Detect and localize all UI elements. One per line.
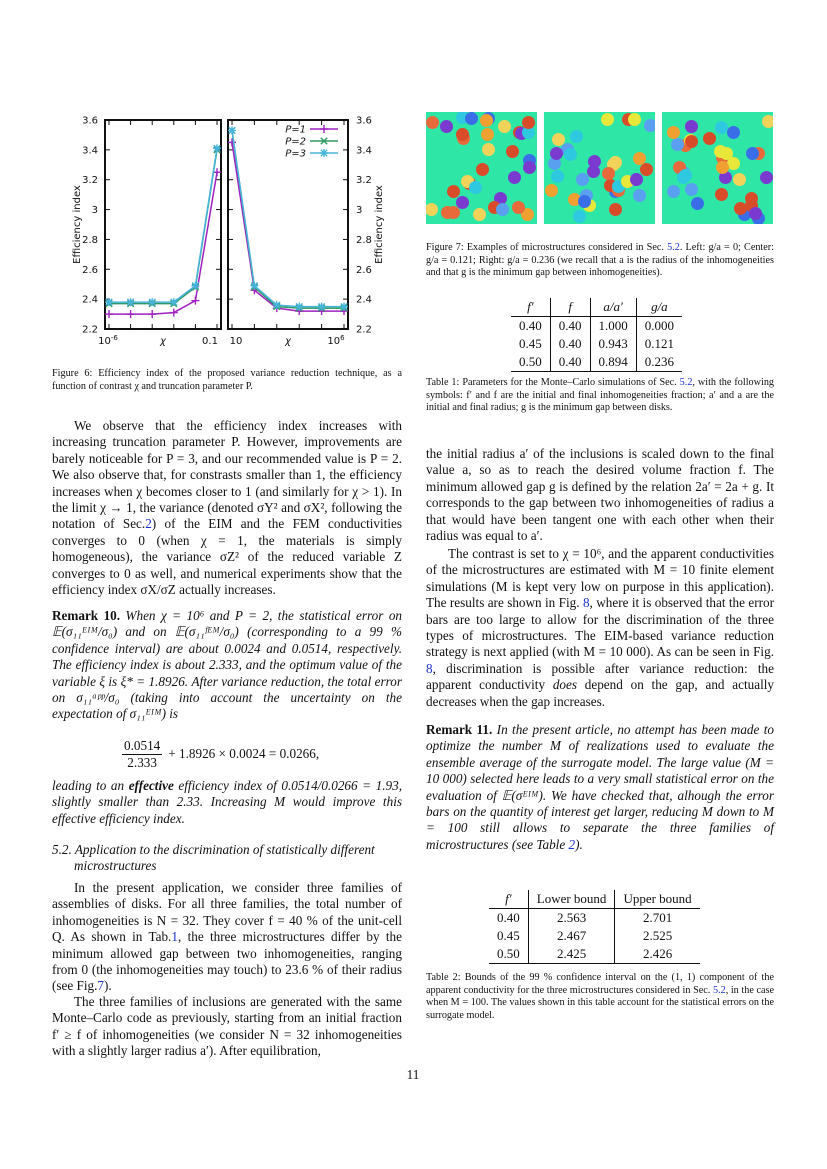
data-point [170,309,178,317]
left-para-families: In the present application, we consider three families of assemblies of disks. For all three families, the total number of inhomogeneities is N = 32. They cover f = 40 % of the unit-cell Q. As shown in Tab.1, the three microstructures differ by the minimum allowed gap between two inhomogeneities, ranging from 0 (the inhomogeneities may touch) to 23.6 % of their radius (see Fig.7). [52,880,402,994]
table-cell: 0.000 [644,318,674,333]
figure6-caption-text: Figure 6: Efficiency index of the proposed variance reduction technique, as a function of contrast χ and truncation parameter P. [52,368,402,392]
inclusion-disk [426,203,438,216]
table-row [511,335,682,353]
inclusion-disk [522,116,535,129]
table-cell: 2.525 [642,928,673,943]
table-cell: 0.40 [489,909,528,928]
legend-label: P=1 [285,124,306,136]
inclusion-disk [601,113,614,126]
equation-rest: + 1.8926 × 0.0024 = 0.0266, [168,745,320,761]
table-row [489,909,700,928]
inclusion-disk [715,121,728,134]
inclusion-disk [440,120,453,133]
data-point [170,298,178,306]
data-point [295,303,303,311]
y-axis-label-left: Efficiency index [72,185,83,264]
table-cell: 0.50 [489,945,528,964]
fig-ref-link[interactable]: 8 [582,595,590,611]
remark-10-conclusion: leading to an effective efficiency index of 0.0514/0.0266 = 1.93, slightly smaller than 2.33. Increasing M would improve this effective efficiency index. [52,778,402,826]
table-header-cell: f′ [489,890,528,909]
inclusion-disk [465,112,478,125]
table-row [511,353,682,372]
sec-ref-link[interactable]: 5.2 [679,377,693,388]
inclusion-disk [473,208,486,221]
inclusion-disk [716,161,729,174]
inclusion-disk [609,203,622,216]
y-tick-label-left: 3.4 [82,145,98,157]
inclusion-disk [469,181,482,194]
table-ref-link[interactable]: 2 [568,836,576,852]
table-header-cell: Lower bound [528,890,615,909]
table-cell: 0.40 [550,353,590,372]
inclusion-disk [667,185,680,198]
table-cell: 2.563 [528,909,615,928]
inclusion-disk [506,145,519,158]
table-cell: 0.50 [511,353,550,372]
data-point [148,298,156,306]
inclusion-disk [512,201,525,214]
data-point [105,310,113,318]
microstructure-center [544,112,655,224]
left-para-generation: The three families of inclusions are generated with the same Monte–Carlo code as previously, starting from an initial fraction f′ ≥ f of inhomogeneities (we consider N = 32 inhomogeneities with a slightly larger radius a′). After equilibration, [52,994,402,1059]
data-point [191,297,199,305]
table-cell: 0.40 [550,335,590,353]
fig-ref-link[interactable]: 8 [426,660,433,676]
legend-label: P=2 [285,136,306,148]
table2-caption: Table 2: Bounds of the 99 % confidence interval on the (1, 1) component of the apparent conductivity for the three microstructures considered in Sec. 5.2, in the case when M = 100. The values shown in this table account for the statistical errors on the surrogate model. [426,972,774,1021]
inclusion-disk [714,145,727,158]
inclusion-disk [447,185,460,198]
x-tick-label: $10^{-6}$ [98,334,118,347]
inclusion-disk [573,210,586,223]
plot-frame-left [105,120,221,329]
remark-10-text: When χ = 10⁶ and P = 2, the statistical error on 𝔼(σ₁₁ᴱᴵᴹ/σ₀) and on 𝔼(σ₁₁ᶠᴱᴹ/σ₀) (corresponding to a 99 % confidence interval) are about 0.0024 and 0.0514, respectively. The efficiency index is about 2.333, and the optimum value of the variable ξ is ξ* = 1.8926. After variance reduction, the total error on σ₁₁ᵃᵖᵖ/σ₀ (taking into account the uncertainty on the expectation of σ₁₁ᴱᴵᴹ) is [52,608,403,722]
data-point [340,303,348,311]
data-point [228,126,236,134]
remark-11: Remark 11. In the present article, no attempt has been made to optimize the number M of realizations used to evaluate the ensemble average of the surrogate model. The large value (M = 10 000) selected here leads to a very small statistical error on the evaluation of 𝔼(σᴱᴵᴹ). We have checked that, alhough the error bars on the quantity of interest get larger, reducing M down to M = 100 still allows to separate the three families of microstructures (see Table 2). [426,722,775,852]
y-tick-label-left: 2.6 [82,264,98,276]
inclusion-disk [679,169,692,182]
table-cell: 0.40 [550,317,590,336]
data-point [320,149,328,157]
inclusion-disk [602,167,615,180]
inclusion-disk [545,184,558,197]
table-cell: 0.943 [590,335,636,353]
inclusion-disk [570,130,583,143]
series-line-P=1 [232,142,344,311]
inclusion-disk [564,148,577,161]
inclusion-disk [727,126,740,139]
y-tick-label-right: 3 [356,205,363,217]
series-line-P=2 [109,150,217,304]
y-tick-label-right: 3.4 [356,145,372,157]
series-line-P=1 [109,172,217,314]
page-number: 11 [406,1067,420,1082]
data-point [127,298,135,306]
x-tick-label: 0.1 [202,336,218,347]
right-para-contrast: The contrast is set to χ = 10⁶, and the apparent conductivities of the microstructures are estimated with M = 10 finite element simulations (M is kept very low on purpose in this application). The results are shown in Fig. 8, where it is observed that the error bars are too large to allow for the discrimination of the three types of microstructures. The EIM-based variance reduction strategy is next applied (with M = 10 000). As can be seen in Fig. 8, discrimination is possible after variance reduction: the apparent conductivity does depend on the gap, and actually decreases when the gap increases. [426,546,775,709]
y-tick-label-left: 2.2 [82,324,98,336]
inclusion-disk [628,113,641,126]
y-tick-label-right: 2.8 [356,234,372,246]
x-tick-label: 10 [229,336,243,347]
table-cell: 0.236 [644,354,674,369]
figure7-caption: Figure 7: Examples of microstructures considered in Sec. 5.2. Left: g/a = 0; Center: g/a = 0.121; Right: g/a = 0.236 (we recall that a is the radius of the inhomogeneities and that g is the minimum gap between inhomogeneities). [426,242,775,279]
table-cell: 1.000 [590,317,636,336]
table-cell: 2.426 [642,946,673,961]
table-row [489,945,700,964]
table-cell: 0.45 [489,927,528,945]
equation-fraction: $\frac{0.0514}{2.333}$ [124,738,161,771]
inclusion-disk [671,138,684,151]
y-tick-label-right: 3.2 [356,175,372,187]
data-point [191,282,199,290]
inclusion-disk [496,203,509,216]
y-axis-label-right: Efficiency index [374,185,385,264]
y-tick-label-right: 2.4 [356,294,372,306]
series-line-P=3 [109,148,217,302]
inclusion-disk [630,173,643,186]
inclusion-disk [482,143,495,156]
inclusion-disk [578,195,591,208]
data-point [318,303,326,311]
inclusion-disk [746,147,759,160]
left-para-efficiency: We observe that the efficiency index increases with increasing truncation parameter P. However, improvements are barely noticeable for P = 3, and our recommended value is P = 2. We also observe that, for constrasts smaller than 1, the efficiency increases when χ becomes closer to 1 (and similarly for χ > 1). In the limit χ → 1, the variance (denoted σY² and σX², following the notation of Sec.2) of the EIM and the FEM conductivities converges to 0 (when χ = 1, the materials is simply homogeneous), the variance σZ² of the reduced variable Z converges to 0 as well, and numerical experiments show that the efficiency index σX/σZ actually increases. [52,418,402,598]
table-header-cell: f [550,298,590,317]
inclusion-disk [551,170,564,183]
table-cell: 2.701 [642,910,673,925]
microstructure-right [662,112,773,224]
table-header-cell: Upper bound [623,891,692,906]
y-tick-label-left: 2.8 [82,234,98,246]
inclusion-disk [587,165,600,178]
table-header-cell: g/a [651,299,668,314]
table1-caption: Table 1: Parameters for the Monte–Carlo simulations of Sec. 5.2, with the following symbols: f′ and f are the initial and final inhomogeneities fraction; a′ and a are the initial and final radius; g is the minimum gap between disks. [426,377,775,414]
inclusion-disk [640,163,653,176]
figure6-chart [60,108,410,353]
microstructure-left [426,112,537,224]
y-tick-label-left: 3 [91,205,98,217]
inclusion-disk [633,189,646,202]
figure6-caption [52,368,402,393]
inclusion-disk [733,173,746,186]
data-point [105,298,113,306]
inclusion-disk [633,152,646,165]
inclusion-disk [685,120,698,133]
inclusion-disk [749,207,762,220]
inclusion-disk [685,183,698,196]
table-header-row [511,298,682,317]
inclusion-disk [550,147,563,160]
remark-10-label: Remark 10. [52,608,121,623]
table-header-cell: f′ [511,298,550,317]
inclusion-disk [447,206,460,219]
equation-total-error [122,738,402,772]
y-tick-label-left: 2.4 [82,294,98,306]
inclusion-disk [498,120,511,133]
inclusion-disk [691,197,704,210]
inclusion-disk [715,188,728,201]
inclusion-disk [523,161,536,174]
table-cell: 0.45 [511,335,550,353]
inclusion-disk [480,114,493,127]
data-point [127,310,135,318]
x-axis-label: χ [160,336,166,347]
fig-ref-link[interactable]: 7 [97,978,105,994]
y-tick-label-right: 3.6 [356,115,372,127]
table-cell: 2.425 [528,945,615,964]
table-header-row [489,890,700,909]
table-row [511,317,682,336]
y-tick-label-left: 3.6 [82,115,98,127]
table-row [489,927,700,945]
remark-11-text: In the present article, no attempt has been made to optimize the number M of realizations used to evaluate the ensemble average of the surrogate model. The large value (M = 10 000) selected here leads to a very small statistical error on the evaluation of 𝔼(σᴱᴵᴹ). We have checked that, alhough the error bars on the quantity of interest get larger, reducing M down to M = 100 still allows to separate the three families of microstructures (see Table [426,722,775,852]
table-cell: 0.40 [511,317,550,336]
inclusion-disk [426,116,439,129]
y-tick-label-right: 2.6 [356,264,372,276]
table-cell: 0.121 [644,336,674,351]
data-point [213,144,221,152]
inclusion-disk [644,119,655,132]
right-para-radius: the initial radius a′ of the inclusions is scaled down to the final value a, so as to reach the desired volume fraction f. The minimum allowed gap g is defined by the relation 2a′ = 2a + g. It corresponds to the gap between two inhomogeneities of radius a that would have been tangent one with each other when their radius was equal to a′. [426,446,774,544]
section-heading-5-2: 5.2. Application to the discrimination of statistically different microstructures [52,842,375,874]
remark-10 [52,608,402,723]
sec-ref-link[interactable]: 2 [145,516,152,532]
sec-ref-link[interactable]: 5.2 [667,242,680,253]
legend-label: P=3 [285,148,306,160]
data-point [148,310,156,318]
data-point [320,125,328,133]
data-point [250,282,258,290]
tab-ref-link[interactable]: 1 [171,929,178,945]
table-cell: 2.467 [528,927,615,945]
inclusion-disk [760,171,773,184]
y-tick-label-right: 2.2 [356,324,372,336]
table-2 [489,890,700,964]
sec-ref-link[interactable]: 5.2 [712,984,726,996]
inclusion-disk [703,132,716,145]
table-cell: 0.894 [590,353,636,372]
data-point [273,301,281,309]
inclusion-disk [685,135,698,148]
x-axis-label: χ [285,336,291,347]
inclusion-disk [508,171,521,184]
y-tick-label-left: 3.2 [82,175,98,187]
table-1 [511,298,682,372]
remark-11-label: Remark 11. [426,722,493,737]
table-header-cell: a/a′ [590,298,636,317]
inclusion-disk [476,163,489,176]
x-tick-label: $10^6$ [327,334,345,347]
inclusion-disk [481,128,494,141]
inclusion-disk [762,115,773,128]
